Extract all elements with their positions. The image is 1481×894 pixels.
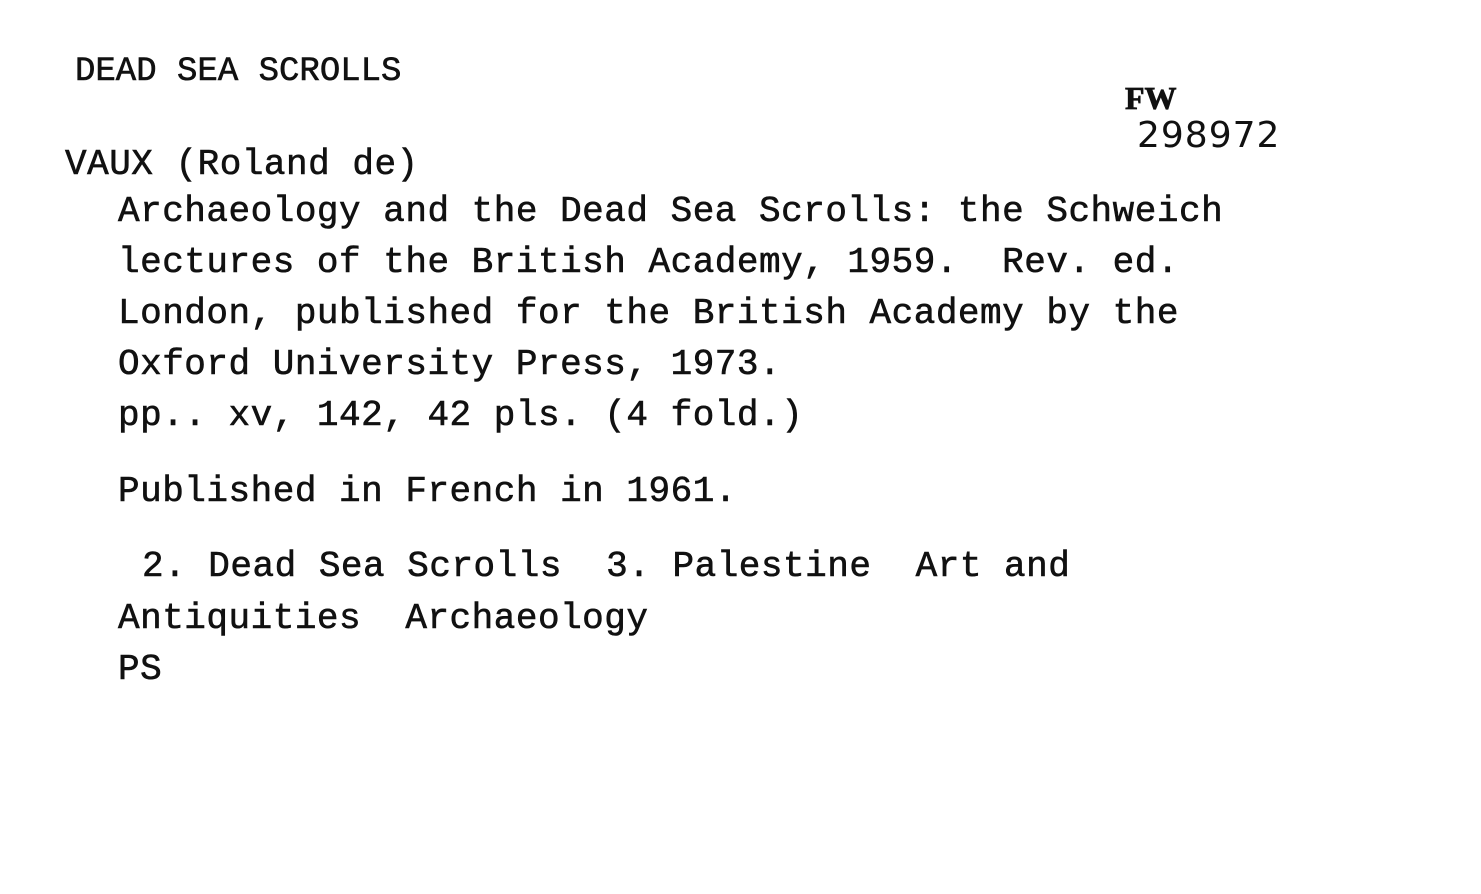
imprint-line: Oxford University Press, 1973. [118, 344, 782, 385]
author-heading: VAUX (Roland de) [65, 144, 419, 185]
accession-number: 298972 [1137, 115, 1281, 156]
collation-line: pp.. xv, 142, 42 pls. (4 fold.) [118, 395, 804, 436]
shelf-code: FW [1125, 80, 1177, 116]
imprint-line: London, published for the British Academy by the [118, 293, 1179, 334]
title-line: Archaeology and the Dead Sea Scrolls: the Schweich [118, 191, 1224, 232]
publication-note: Published in French in 1961. [118, 471, 737, 512]
subject-heading: DEAD SEA SCROLLS [75, 53, 402, 91]
title-line: lectures of the British Academy, 1959. Rev. ed. [118, 242, 1179, 283]
subject-tracing-line: Antiquities Archaeology [118, 598, 649, 639]
cataloger-initials: PS [118, 649, 163, 690]
subject-tracing-line: 2. Dead Sea Scrolls 3. Palestine Art and [142, 546, 1071, 587]
